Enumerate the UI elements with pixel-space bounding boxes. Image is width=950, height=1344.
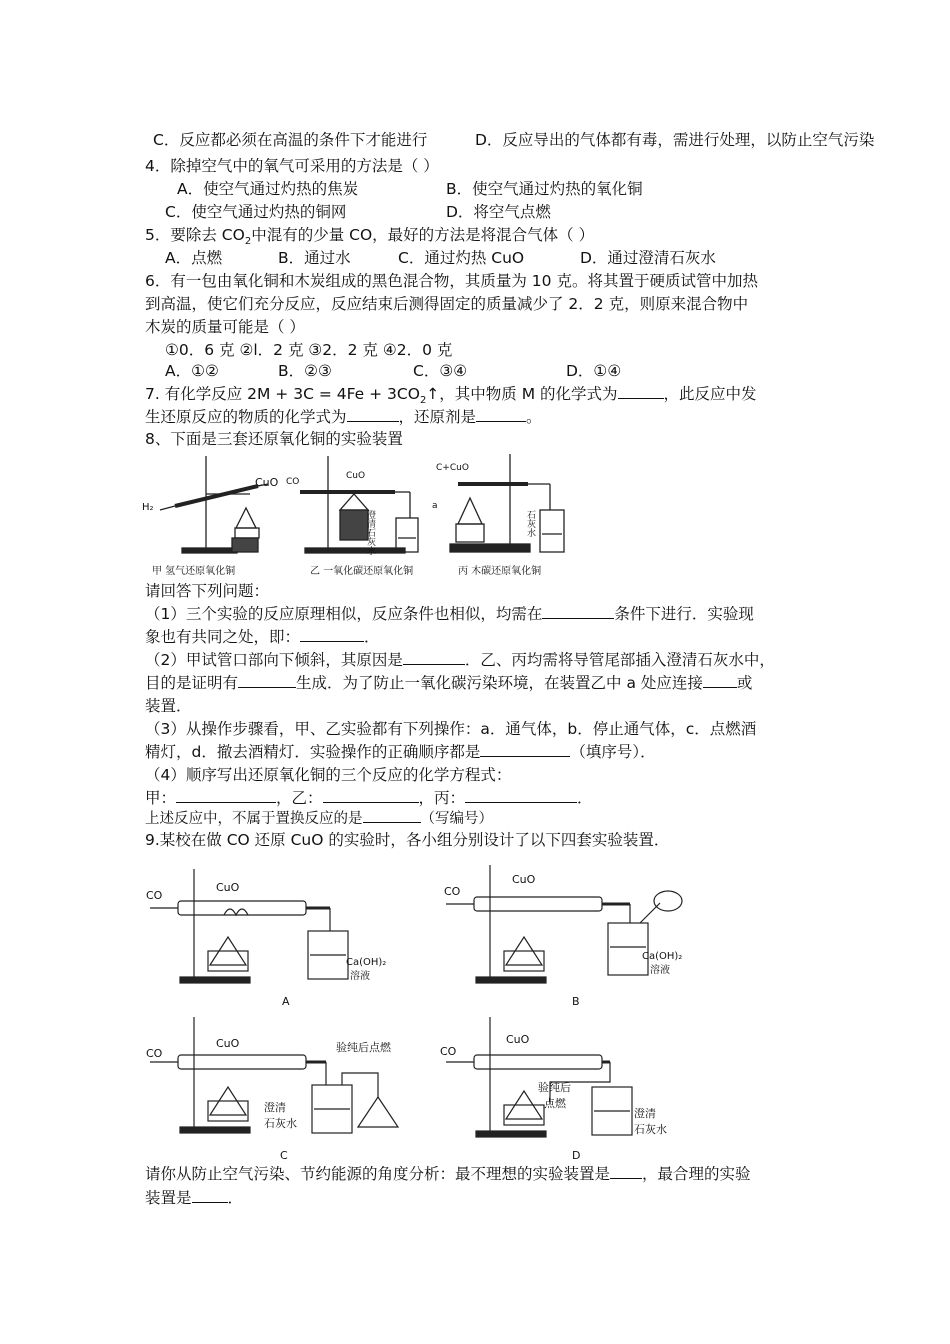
q8-fig-lime2-label: 石灰水: [525, 510, 535, 537]
q8-blank-phenomenon[interactable]: [300, 627, 364, 642]
q9-fig-caoh-a: Ca(OH)₂: [346, 957, 387, 968]
q8-blank-condition[interactable]: [542, 604, 614, 619]
q4-option-b: B．使空气通过灼热的氧化铜: [446, 180, 643, 198]
q5-stem: 5．要除去 $CO_2$中混有的少量 CO，最好的方法是将混合气体（ ）: [145, 226, 595, 248]
q8-fig-ccuo-label: C+CuO: [436, 463, 469, 473]
q9-fig-lime-a-c: 澄清: [264, 1101, 286, 1114]
q8-apparatus-figure: [140, 448, 570, 580]
q8-p3a: （3）从操作步骤看，甲、乙实验都有下列操作：a．通气体，b．停止通气体，c．点燃酒: [145, 720, 757, 738]
q9-blank-best[interactable]: [192, 1188, 228, 1203]
q4-option-d: D．将空气点燃: [446, 203, 551, 221]
q8-blank-device[interactable]: [703, 673, 737, 688]
q8-blank-reason[interactable]: [403, 650, 465, 665]
q9-apparatus-figure: [140, 865, 700, 1160]
q6-line3: 木炭的质量可能是（ ）: [145, 318, 305, 336]
q8-p2a: （2）甲试管口部向下倾斜，其原因是 ．乙、丙均需将导管尾部插入澄清石灰水中，: [145, 651, 775, 669]
q9-fig-cuo-d: CuO: [506, 1033, 530, 1046]
q8-fig-cuo-label: CuO: [255, 476, 279, 489]
q9-fig-cuo-b: CuO: [512, 873, 536, 886]
stand-base-yi: [305, 548, 405, 553]
q9-fig-ignite-c: 验纯后点燃: [336, 1041, 391, 1054]
q8-blank-eq-yi[interactable]: [323, 788, 419, 803]
q5-option-a: A．点燃: [165, 249, 223, 267]
apparatus-d: [446, 1017, 632, 1137]
q8-p1b: 象也有共同之处，即： ．: [145, 628, 380, 646]
q8-p1a: （1）三个实验的反应原理相似，反应条件也相似，均需在 条件下进行．实验现: [145, 605, 754, 623]
q6-line1: 6．有一包由氧化铜和木炭组成的黑色混合物，其质量为 10 克。将其置于硬质试管中加热: [145, 272, 758, 290]
q9-title: 9.某校在做 CO 还原 CuO 的实验时，各小组分别设计了以下四套实验装置．: [145, 831, 670, 849]
q9-fig-label-d: D: [572, 1149, 581, 1160]
q8-fig-lime-label: 澄清石灰水: [365, 510, 375, 555]
stand-base-jia: [182, 548, 237, 553]
q9-fig-co-d: CO: [440, 1045, 457, 1058]
q8-blank-eq-jia[interactable]: [176, 788, 276, 803]
q4-stem: 4．除掉空气中的氧气可采用的方法是（ ）: [145, 157, 439, 175]
q8-fig-a-label: a: [432, 501, 438, 511]
q9-fig-ignite2-d: 点燃: [544, 1097, 566, 1110]
q9-blank-worst[interactable]: [610, 1164, 642, 1179]
q8-fig-h2-label: H₂: [142, 502, 154, 513]
q5-option-d: D．通过澄清石灰水: [580, 249, 716, 267]
q8-ask: 请回答下列问题：: [145, 582, 270, 600]
q8-p2b: 目的是证明有 生成．为了防止一氧化碳污染环境，在装置乙中 a 处应连接 或: [145, 674, 753, 692]
q7-blank-oxidant[interactable]: [347, 407, 399, 422]
q8-fig-co-label: CO: [286, 477, 300, 487]
q9-fig-soln-b: 溶液: [650, 965, 670, 976]
q6-choices: ①0．6 克 ②l．2 克 ③2．2 克 ④2．0 克: [165, 341, 453, 359]
apparatus-c: [150, 1017, 398, 1133]
q9-fig-cuo-c: CuO: [216, 1037, 240, 1050]
q9-fig-co-c: CO: [146, 1047, 163, 1060]
stand-base-bing: [450, 544, 530, 552]
q4-option-a: A．使空气通过灼热的焦炭: [177, 180, 359, 198]
q3-option-c: C．反应都必须在高温的条件下才能进行: [153, 131, 428, 149]
q6-option-c: C．③④: [413, 362, 468, 380]
q9-fig-lime-b-c: 石灰水: [264, 1117, 297, 1130]
q8-blank-product[interactable]: [238, 673, 296, 688]
q8-nonreplacement: 上述反应中，不属于置换反应的是 （写编号）: [145, 808, 493, 829]
q8-equations: 甲： ，乙： ，丙： ．: [145, 789, 593, 807]
q8-caption-jia: 甲 氢气还原氧化铜: [152, 566, 236, 577]
q9-fig-co-b: CO: [444, 885, 461, 898]
q8-blank-order[interactable]: [480, 742, 570, 757]
q9-answer-line1: 请你从防止空气污染、节约能源的角度分析：最不理想的实验装置是 ，最合理的实验: [145, 1165, 751, 1183]
q9-fig-caoh-b: Ca(OH)₂: [642, 951, 683, 962]
q7-blank-m[interactable]: [618, 384, 664, 399]
q6-option-a: A．①②: [165, 362, 219, 380]
q9-fig-ignite1-d: 验纯后: [538, 1081, 571, 1094]
q6-line2: 到高温，使它们充分反应，反应结束后测得固定的质量减少了 2．2 克，则原来混合物中: [145, 295, 749, 313]
q9-fig-label-a: A: [282, 995, 290, 1008]
q8-p4: （4）顺序写出还原氧化铜的三个反应的化学方程式：: [145, 766, 512, 784]
q8-title: 8、下面是三套还原氧化铜的实验装置: [145, 430, 403, 448]
q5-option-b: B．通过水: [278, 249, 351, 267]
q9-fig-cuo-a: CuO: [216, 881, 240, 894]
q6-option-d: D．①④: [566, 362, 622, 380]
q5-option-c: C．通过灼热 CuO: [398, 249, 525, 267]
q8-caption-bing: 丙 木碳还原氧化铜: [458, 566, 542, 577]
q9-answer-line2: 装置是 ．: [145, 1189, 244, 1207]
q7-line1: 7. 有化学反应 $2M + 3C = 4Fe + 3CO_2↑$，其中物质 M 的化学式为 ，此反应中发: [145, 385, 757, 407]
q8-p3b: 精灯，d．撤去酒精灯．实验操作的正确顺序都是 （填序号）．: [145, 743, 656, 761]
apparatus-a: [150, 869, 348, 983]
q8-fig-cuo2-label: CuO: [346, 471, 366, 481]
q8-blank-eq-bing[interactable]: [465, 788, 577, 803]
q6-option-b: B．②③: [278, 362, 332, 380]
q9-fig-label-b: B: [572, 995, 580, 1008]
q3-option-d: D．反应导出的气体都有毒，需进行处理，以防止空气污染: [475, 131, 875, 149]
q9-fig-label-c: C: [280, 1149, 288, 1160]
q7-line2: 生还原反应的物质的化学式为 ，还原剂是 。: [145, 408, 542, 426]
q7-blank-reductant[interactable]: [476, 407, 526, 422]
q8-p2c: 装置．: [145, 697, 192, 715]
apparatus-b: [446, 865, 682, 983]
q8-caption-yi: 乙 一氧化碳还原氧化铜: [310, 566, 414, 577]
q8-blank-nonreplacement[interactable]: [363, 808, 421, 823]
q4-option-c: C．使空气通过灼热的铜网: [165, 203, 347, 221]
q9-fig-lime-a-d: 澄清: [634, 1107, 656, 1120]
q9-fig-lime-b-d: 石灰水: [634, 1123, 667, 1136]
q9-fig-co-a: CO: [146, 889, 163, 902]
q9-fig-soln-a: 溶液: [350, 971, 370, 982]
